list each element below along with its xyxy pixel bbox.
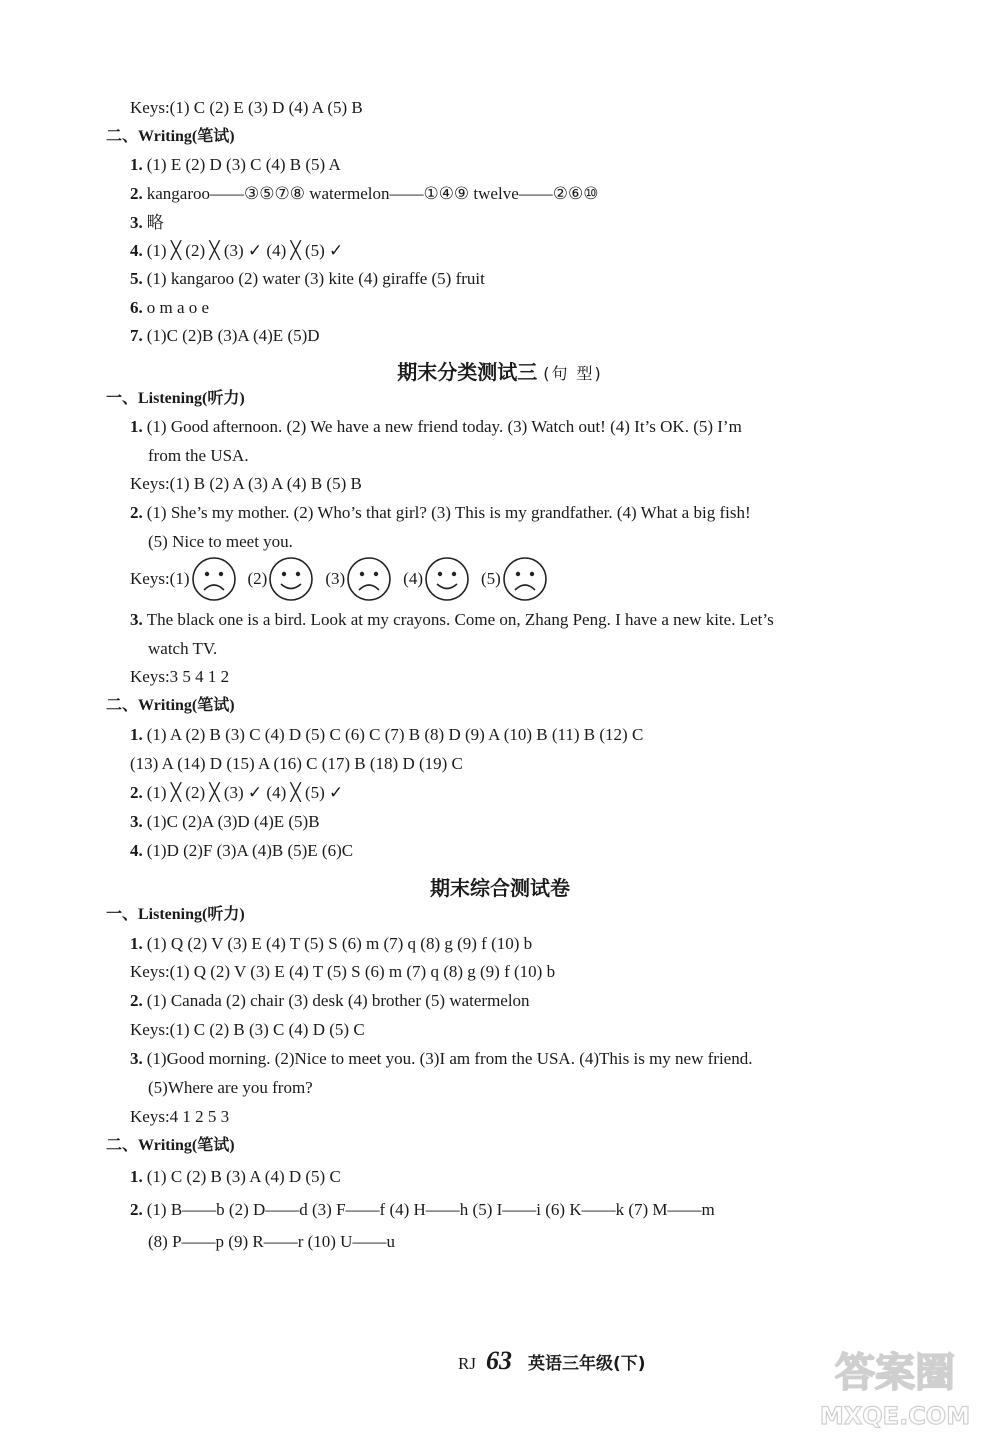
answer-item-continued: (5) Nice to meet you. (148, 532, 293, 551)
answer-item: 4. (1) ╳ (2) ╳ (3) ✓ (4) ╳ (5) ✓ (130, 241, 344, 260)
answer-item: 3. The black one is a bird. Look at my crayons. Come on, Zhang Peng. I have a new kite. Let’s (130, 610, 774, 629)
answer-item: 3. 略 (130, 213, 164, 232)
keys-line: Keys:(1) Q (2) V (3) E (4) T (5) S (6) m (7) q (8) g (9) f (10) b (130, 962, 556, 981)
watermark-title: 答案圈 (835, 1350, 955, 1396)
faces-keys-line: Keys:(1) (2) (3) (4) (5) (130, 555, 559, 603)
edition-label: RJ (458, 1354, 476, 1373)
test-title: 期末综合测试卷 (430, 876, 570, 900)
answer-item: 6. o m a o e (130, 298, 210, 317)
section-heading-listening: 一、Listening(听力) (106, 390, 245, 407)
test-title: 期末分类测试三 (句 型) (397, 360, 603, 384)
keys-line: Keys:(1) C (2) E (3) D (4) A (5) B (130, 98, 363, 117)
face-label: (5) (480, 569, 501, 588)
page-number: 63 (485, 1346, 512, 1375)
section-heading-writing: 二、Writing(笔试) (106, 1137, 235, 1154)
keys-line: Keys:4 1 2 5 3 (130, 1107, 230, 1126)
answer-item-continued: (5)Where are you from? (148, 1078, 313, 1097)
sad-face-icon (190, 555, 238, 603)
answer-item: 1. (1) E (2) D (3) C (4) B (5) A (130, 155, 341, 174)
sad-face-icon (501, 555, 549, 603)
answer-item: 7. (1)C (2)B (3)A (4)E (5)D (130, 326, 320, 345)
face-label: (2) (247, 569, 268, 588)
answer-item: 1. (1) Q (2) V (3) E (4) T (5) S (6) m (7) q (8) g (9) f (10) b (130, 934, 533, 953)
face-label: (1) (169, 569, 190, 588)
answer-item: 1. (1) Good afternoon. (2) We have a new friend today. (3) Watch out! (4) It’s OK. (5) I’m (130, 417, 742, 436)
section-heading-writing: 二、Writing(笔试) (106, 697, 235, 714)
happy-face-icon (267, 555, 315, 603)
answer-item: 1. (1) C (2) B (3) A (4) D (5) C (130, 1167, 341, 1186)
watermark-logo (800, 1336, 990, 1434)
book-title: 英语三年级(下) (527, 1354, 646, 1374)
answer-item-continued: from the USA. (148, 446, 249, 465)
sad-face-icon (345, 555, 393, 603)
answer-item: 2. (1) Canada (2) chair (3) desk (4) brother (5) watermelon (130, 991, 530, 1010)
answer-item-continued: watch TV. (148, 639, 218, 658)
answer-item: 3. (1)C (2)A (3)D (4)E (5)B (130, 812, 320, 831)
keys-line: Keys:(1) C (2) B (3) C (4) D (5) C (130, 1020, 365, 1039)
answer-item: 2. (1) B——b (2) D——d (3) F——f (4) H——h (5) I——i (6) K——k (7) M——m (130, 1200, 715, 1219)
answer-item: 2. (1) She’s my mother. (2) Who’s that girl? (3) This is my grandfather. (4) What a big fish! (130, 503, 751, 522)
answer-item: 2. (1) ╳ (2) ╳ (3) ✓ (4) ╳ (5) ✓ (130, 783, 344, 802)
answer-item: 1. (1) A (2) B (3) C (4) D (5) C (6) C (7) B (8) D (9) A (10) B (11) B (12) C (130, 725, 644, 744)
section-heading-writing: 二、Writing(笔试) (106, 128, 235, 145)
answer-item: 5. (1) kangaroo (2) water (3) kite (4) giraffe (5) fruit (130, 269, 485, 288)
face-label: (4) (403, 569, 423, 588)
section-heading-listening: 一、Listening(听力) (106, 906, 245, 923)
watermark-url: MXQE.COM (819, 1402, 971, 1430)
page-footer (458, 1346, 646, 1376)
face-label: (3) (325, 569, 346, 588)
answer-item-continued: (13) A (14) D (15) A (16) C (17) B (18) D (19) C (130, 754, 463, 773)
answer-item: 4. (1)D (2)F (3)A (4)B (5)E (6)C (130, 841, 354, 860)
happy-face-icon (423, 555, 471, 603)
keys-line: Keys:3 5 4 1 2 (130, 667, 230, 686)
answer-item: 2. kangaroo——③⑤⑦⑧ watermelon——①④⑨ twelve——②⑥⑩ (130, 184, 599, 203)
answer-item: 3. (1)Good morning. (2)Nice to meet you. (3)I am from the USA. (4)This is my new friend. (130, 1049, 753, 1068)
keys-line: Keys:(1) B (2) A (3) A (4) B (5) B (130, 474, 362, 493)
answer-item-continued: (8) P——p (9) R——r (10) U——u (148, 1232, 395, 1251)
